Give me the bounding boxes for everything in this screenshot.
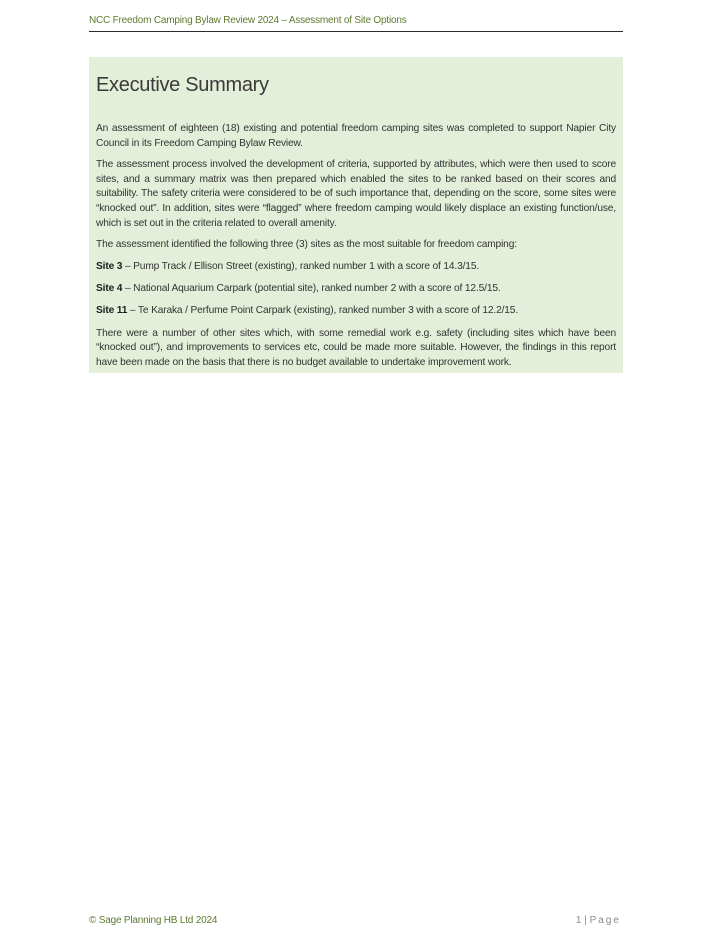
summary-heading: Executive Summary	[96, 74, 269, 96]
site-description: – Te Karaka / Perfume Point Carpark (existing), ranked number 3 with a score of 12.2/15.	[127, 305, 519, 317]
page-header	[89, 14, 623, 32]
summary-paragraph-closing: There were a number of other sites which, with some remedial work e.g. safety (including sites which have been “knocked out”), and improvements to services etc, could be made more suitable. However, the findings in this report have been made on the basis that there is no budget available to undertake improvement work.	[96, 327, 616, 368]
page-separator: |	[584, 915, 587, 926]
page-number: 1	[575, 915, 582, 926]
page-label: Page	[589, 915, 621, 926]
summary-paragraph-intro: An assessment of eighteen (18) existing and potential freedom camping sites was completed to support Napier City Council in its Freedom Camping Bylaw Review.	[96, 123, 616, 149]
site-item	[96, 304, 616, 319]
footer-copyright: © Sage Planning HB Ltd 2024	[89, 915, 218, 926]
summary-paragraph-process: The assessment process involved the development of criteria, supported by attributes, which were then used to score sites, and a summary matrix was then prepared which enabled the sites to be ranked based on their scores and suitability. The safety criteria were considered to be of such importance that, depending on the score, some sites were “knocked out”. In addition, sites were “flagged” where freedom camping would likely displace an existing function/use, which is set out in the criteria related to overall amenity.	[96, 159, 616, 229]
site-name: Site 4	[96, 283, 123, 295]
site-item	[96, 282, 616, 297]
footer-page-number	[576, 915, 621, 926]
executive-summary-box	[89, 57, 623, 373]
site-description: – Pump Track / Ellison Street (existing), ranked number 1 with a score of 14.3/15.	[122, 261, 480, 273]
site-name: Site 11	[96, 305, 128, 317]
header-title: NCC Freedom Camping Bylaw Review 2024 – Assessment of Site Options	[89, 15, 407, 26]
site-description: – National Aquarium Carpark (potential site), ranked number 2 with a score of 12.5/15.	[122, 283, 501, 295]
site-name: Site 3	[96, 261, 123, 273]
summary-paragraph-sites-intro: The assessment identified the following three (3) sites as the most suitable for freedom camping:	[96, 239, 517, 251]
site-item	[96, 260, 616, 275]
